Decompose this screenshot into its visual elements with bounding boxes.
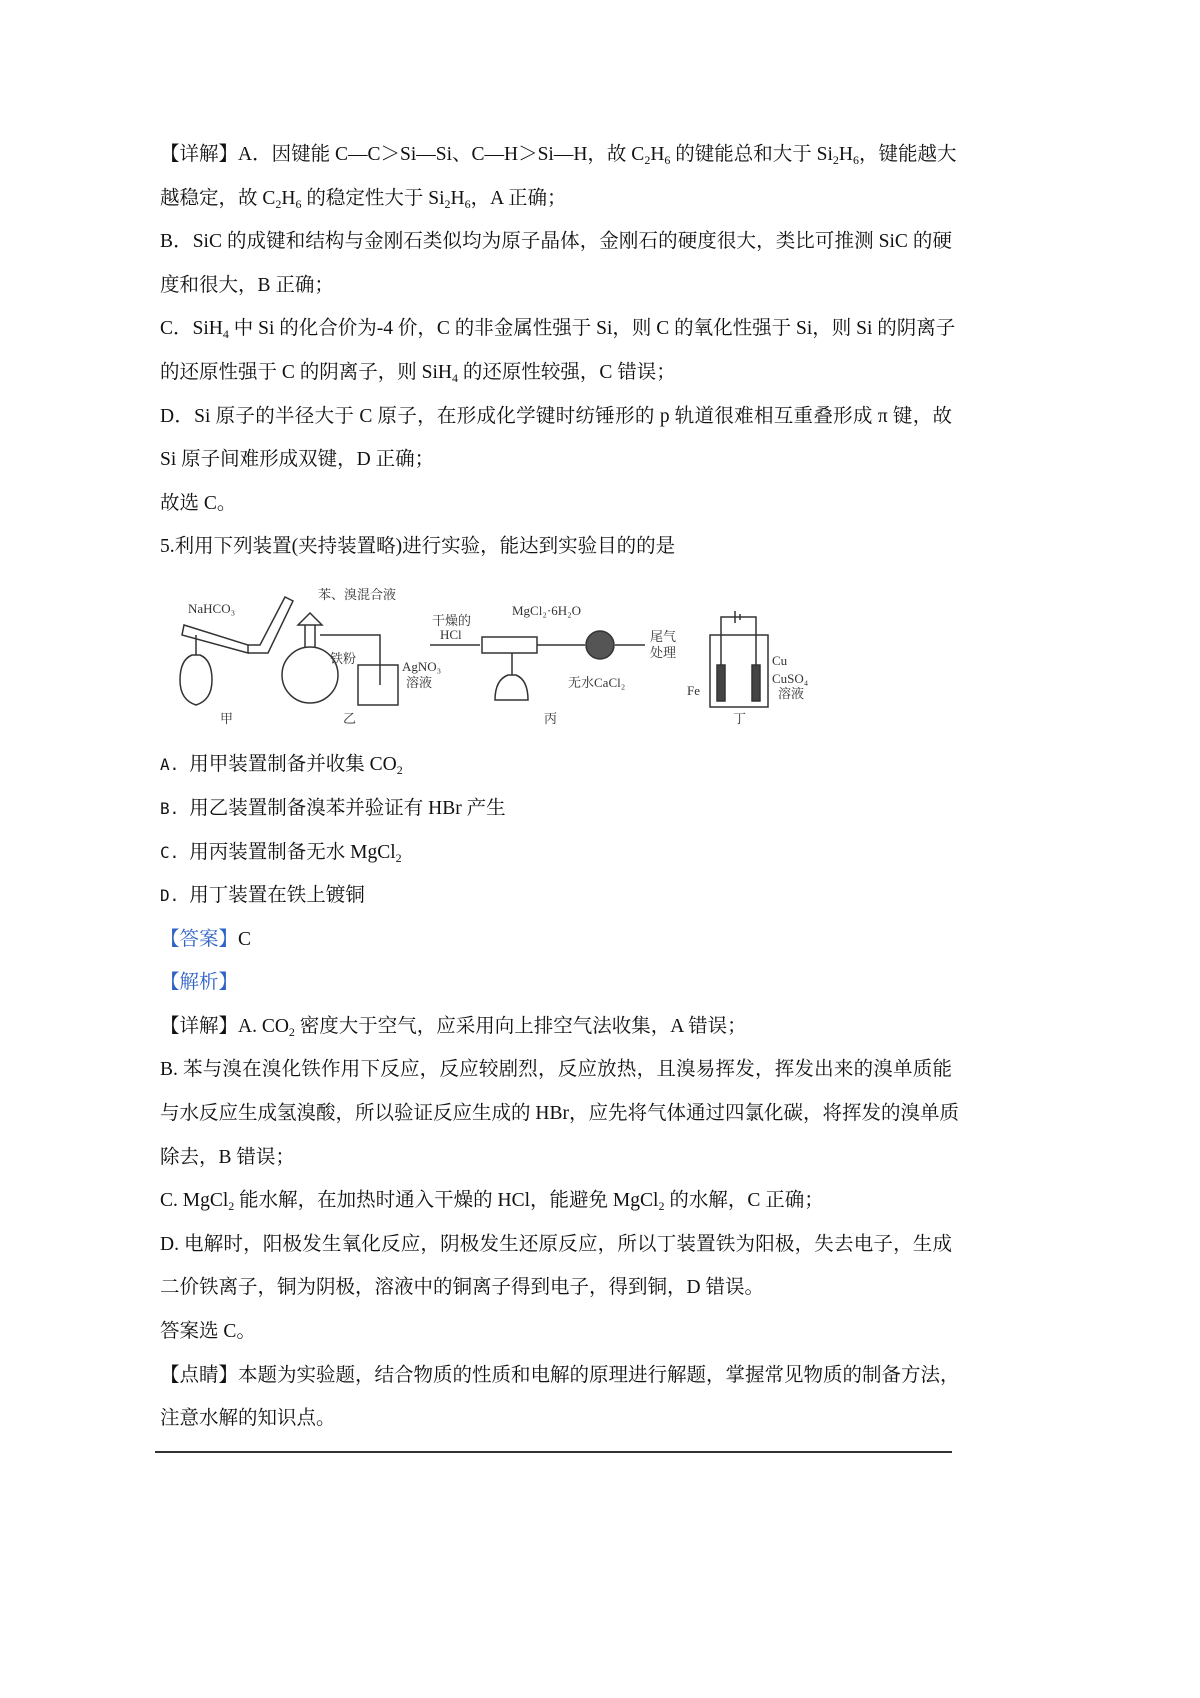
text-line <box>160 264 952 308</box>
text-line <box>160 438 952 482</box>
text-segment: 【详解】A. CO <box>160 1015 289 1037</box>
text-segment: C．SiH <box>160 318 223 340</box>
text-segment: H <box>838 144 854 165</box>
text-line <box>160 1005 952 1049</box>
text-line <box>160 1397 952 1441</box>
mgcl2-hydrate-label: MgCl₂·6H₂O <box>512 602 582 618</box>
text-segment: 5.利用下列装置(夹持装置略)进行实验，能达到实验目的的是 <box>160 536 676 558</box>
agno3-label: AgNO₃ <box>402 658 442 674</box>
text-segment: 用甲装置制备并收集 CO <box>189 754 397 776</box>
text-line <box>160 220 952 264</box>
text-segment: B．SiC 的成键和结构与金刚石类似均为原子晶体，金刚石的硬度很大，类比可推测 SiC 的硬 <box>160 231 952 253</box>
text-segment: 故选 C。 <box>160 492 237 514</box>
text-segment: C. MgCl <box>160 1190 229 1212</box>
subscript: 2 <box>396 763 403 778</box>
apparatus-jia <box>180 597 293 726</box>
subscript: 4 <box>222 327 229 342</box>
text-segment: B. 苯与溴在溴化铁作用下反应，反应较剧烈，反应放热，且溴易挥发，挥发出来的溴单质能 <box>160 1059 952 1081</box>
text-segment: H <box>281 187 296 209</box>
text-segment: D. 电解时，阳极发生氧化反应，阴极发生还原反应，所以丁装置铁为阳极，失去电子，生成 <box>160 1233 952 1255</box>
text-segment: C <box>238 928 252 950</box>
text-segment: 的键能总和大于 Si <box>670 144 833 165</box>
text-segment: ，键能越大 <box>859 144 957 165</box>
funnel-label: 苯、溴混合液 <box>318 586 397 602</box>
option-label: C. <box>160 842 180 862</box>
subscript: 6 <box>464 196 471 211</box>
subscript: 2 <box>444 196 451 211</box>
answer-option <box>160 874 952 918</box>
text-line <box>160 1136 952 1180</box>
text-segment: H <box>650 144 665 165</box>
page-divider <box>155 1451 952 1453</box>
apparatus-bing <box>430 603 676 726</box>
text-segment: 密度大于空气，应采用向上排空气法收集，A 错误； <box>294 1015 747 1037</box>
subscript: 6 <box>853 153 860 167</box>
text-line <box>160 395 952 439</box>
text-segment: 用丙装置制备无水 MgCl <box>189 841 396 863</box>
text-line <box>160 1310 952 1354</box>
text-line <box>160 177 952 221</box>
text-segment: 用乙装置制备溴苯并验证有 HBr 产生 <box>189 797 506 819</box>
text-line <box>160 961 952 1005</box>
section-heading: 【解析】 <box>160 972 239 994</box>
cu-electrode-label: Cu <box>772 652 788 668</box>
answer-option <box>160 831 952 875</box>
text-segment: 的稳定性大于 Si <box>301 187 445 209</box>
text-line <box>160 1266 952 1310</box>
treatment-label: 处理 <box>650 644 677 660</box>
text-segment: 度和很大，B 正确； <box>160 274 334 296</box>
apparatus-yi <box>282 587 441 726</box>
cuso4-label: CuSO₄ <box>772 670 809 686</box>
text-segment: 注意水解的知识点。 <box>160 1408 336 1430</box>
text-segment: 二价铁离子，铜为阴极，溶液中的铜离子得到电子，得到铜，D 错误。 <box>160 1277 764 1299</box>
text-line <box>160 482 952 526</box>
iron-powder-label: 铁粉 <box>330 650 357 666</box>
subscript: 6 <box>664 153 671 167</box>
text-segment: ，A 正确； <box>470 187 567 209</box>
text-segment: 用丁装置在铁上镀铜 <box>189 885 365 907</box>
text-line <box>160 1092 959 1136</box>
text-segment: 能水解，在加热时通入干燥的 HCl，能避免 MgCl <box>234 1190 659 1212</box>
text-line <box>160 1354 960 1398</box>
subscript: 6 <box>295 196 302 211</box>
answer-option <box>160 787 952 831</box>
cacl2-label: 无水CaCl₂ <box>568 674 626 690</box>
option-label: B. <box>160 798 180 818</box>
hcl-label: HCl <box>440 626 462 642</box>
subscript: 2 <box>288 1024 295 1039</box>
text-line <box>160 525 952 569</box>
apparatus-caption: 丙 <box>544 710 558 726</box>
apparatus-caption: 甲 <box>220 710 234 726</box>
subscript: 2 <box>644 153 651 167</box>
subscript: 2 <box>658 1199 665 1214</box>
subscript: 4 <box>451 370 458 385</box>
text-segment: 的水解，C 正确； <box>664 1190 824 1212</box>
text-segment: 【详解】A．因键能 C—C＞Si—Si、C—H＞Si—H，故 C <box>160 144 645 165</box>
option-label: D. <box>160 886 180 906</box>
text-segment: D．Si 原子的半径大于 C 原子，在形成化学键时纺锤形的 p 轨道很难相互重叠形成 π 键，故 <box>160 405 952 427</box>
apparatus-caption: 乙 <box>343 710 357 726</box>
subscript: 2 <box>395 850 402 865</box>
text-segment: 除去，B 错误； <box>160 1146 295 1168</box>
apparatus-ding <box>687 611 809 726</box>
tail-gas-label: 尾气 <box>650 628 677 644</box>
text-segment: 中 Si 的化合价为-4 价，C 的非金属性强于 Si，则 C 的氧化性强于 Si，则 Si 的阴离子 <box>228 318 956 340</box>
text-segment: H <box>450 187 465 209</box>
subscript: 2 <box>832 153 839 167</box>
text-segment: 的还原性强于 C 的阴离子，则 SiH <box>160 361 452 383</box>
text-line <box>160 1048 952 1092</box>
apparatus-caption: 丁 <box>733 710 747 726</box>
text-segment: Si 原子间难形成双键，D 正确； <box>160 449 435 471</box>
text-segment: 【点睛】本题为实验题，结合物质的性质和电解的原理进行解题，掌握常见物质的制备方法， <box>160 1364 960 1386</box>
experiment-apparatus-figure <box>160 569 952 743</box>
text-segment: 的还原性较强，C 错误； <box>457 361 676 383</box>
section-heading: 【答案】 <box>160 928 239 950</box>
text-line <box>160 918 952 962</box>
subscript: 2 <box>275 196 282 211</box>
text-line <box>160 133 957 177</box>
reagent-label: NaHCO₃ <box>188 600 236 616</box>
text-segment: 与水反应生成氢溴酸，所以验证反应生成的 HBr，应先将气体通过四氯化碳，将挥发的溴单质 <box>160 1103 959 1125</box>
subscript: 2 <box>228 1199 235 1214</box>
dry-hcl-label: 干燥的 <box>432 612 472 628</box>
solution-label: 溶液 <box>406 674 433 690</box>
text-line <box>160 1179 952 1223</box>
option-label: A. <box>160 755 180 775</box>
text-line <box>160 307 956 351</box>
text-segment: 越稳定，故 C <box>160 187 276 209</box>
text-segment: 答案选 C。 <box>160 1321 256 1343</box>
solution-label: 溶液 <box>778 685 805 701</box>
text-line <box>160 351 952 395</box>
text-line <box>160 1223 952 1267</box>
fe-electrode-label: Fe <box>687 682 700 698</box>
document-body <box>160 133 960 1441</box>
answer-option <box>160 743 952 787</box>
